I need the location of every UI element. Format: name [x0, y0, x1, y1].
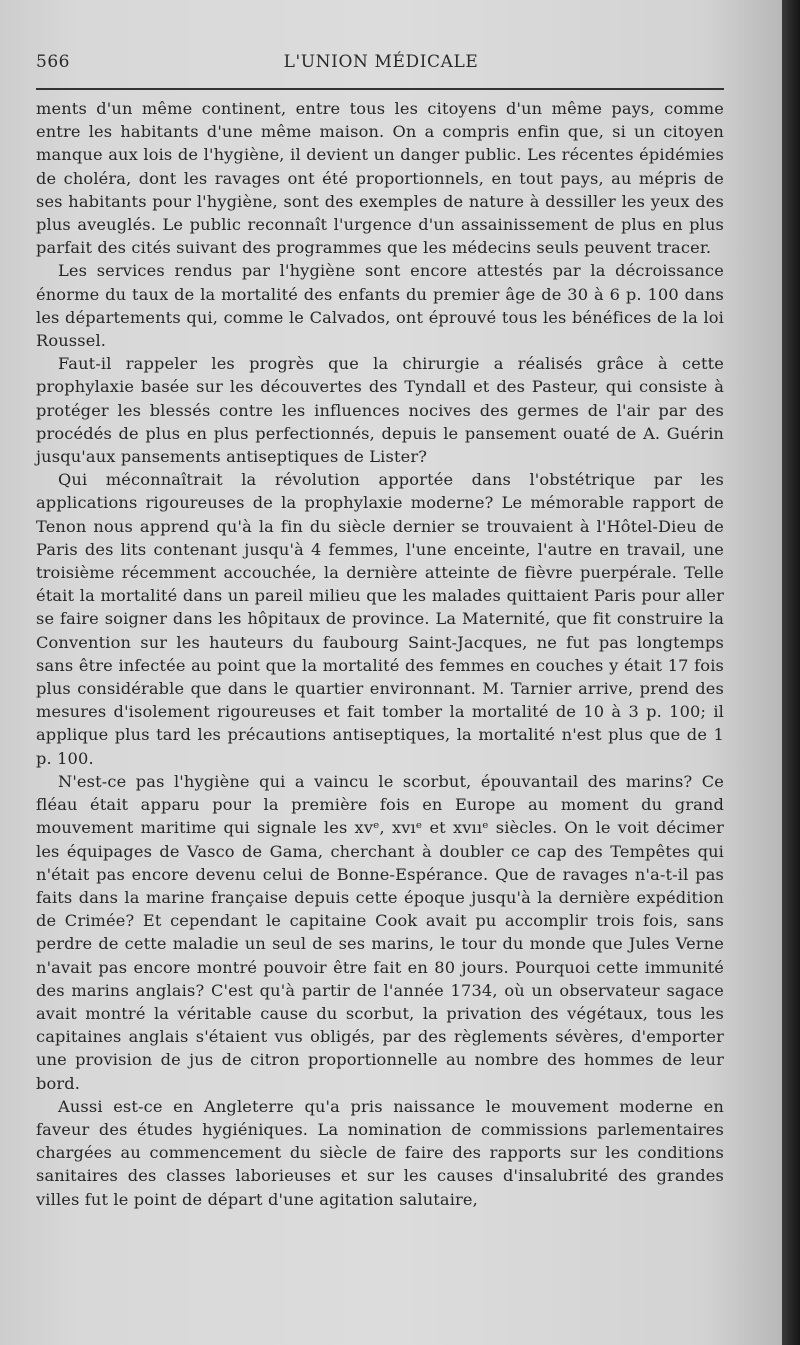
- page-number: 566: [36, 52, 70, 72]
- paragraph-5: N'est-ce pas l'hygiène qui a vaincu le scorbut, épouvantail des marins? Ce fléau était apparu pour la première fois en Europe au moment du grand mouvement maritime qui signale les xvᵉ, xvıᵉ et xvııᵉ siècles. On le voit décimer les équipages de Vasco de Gama, cherchant à doubler ce cap des Tempêtes qui n'était pas encore devenu celui de Bonne-Espérance. Que de ravages n'a-t-il pas faits dans la marine française depuis cette époque jusqu'à la dernière expédition de Crimée? Et cependant le capitaine Cook avait pu accomplir trois fois, sans perdre de cette maladie un seul de ses marins, le tour du monde que Jules Verne n'avait pas encore montré pouvoir être fait en 80 jours. Pourquoi cette immunité des marins anglais? C'est qu'à partir de l'année 1734, où un observateur sagace avait montré la véritable cause du scorbut, la privation des végétaux, tous les capitaines anglais s'étaient vus obligés, par des règlements sévères, d'emporter une provision de jus de citron proportionnelle au nombre des hommes de leur bord.: [36, 771, 724, 1093]
- page-edge-shadow: [782, 0, 800, 1345]
- header-rule: [36, 88, 724, 90]
- paragraph-2: Les services rendus par l'hygiène sont encore attestés par la décroissance énorme du taux de la mortalité des enfants du premier âge de 30 à 6 p. 100 dans les départements qui, comme le Calvados, ont éprouvé tous les bénéfices de la loi Roussel.: [36, 261, 724, 351]
- paragraph-6: Aussi est-ce en Angleterre qu'a pris naissance le mouvement moderne en faveur des études hygiéniques. La nomination de commissions parlementaires chargées au commencement du siècle de faire des rapports sur les conditions sanitaires des classes laborieuses et sur les causes d'insalubrité des grandes villes fut le point de départ d'une agitation salutaire,: [36, 1096, 724, 1209]
- body-text: [36, 97, 724, 1211]
- running-header: [36, 52, 726, 80]
- paragraph-3: Faut-il rappeler les progrès que la chirurgie a réalisés grâce à cette prophylaxie basée sur les découvertes des Tyndall et des Pasteur, qui consiste à protéger les blessés contre les influences nocives des germes de l'air par des procédés de plus en plus perfectionnés, depuis le pansement ouaté de A. Guérin jusqu'aux pansements antiseptiques de Lister?: [36, 354, 724, 467]
- journal-title: L'UNION MÉDICALE: [283, 52, 479, 72]
- paragraph-4: Qui méconnaîtrait la révolution apportée dans l'obstétrique par les applications rigoureuses de la prophylaxie moderne? Le mémorable rapport de Tenon nous apprend qu'à la fin du siècle dernier se trouvaient à l'Hôtel-Dieu de Paris des lits contenant jusqu'à 4 femmes, l'une enceinte, l'autre en travail, une troisième récemment accouchée, la dernière atteinte de fièvre puerpérale. Telle était la mortalité dans un pareil milieu que les malades quittaient Paris pour aller se faire soigner dans les hôpitaux de province. La Maternité, que fit construire la Convention sur les hauteurs du faubourg Saint-Jacques, ne fut pas longtemps sans être infectée au point que la mortalité des femmes en couches y était 17 fois plus considérable que dans le quartier environnant. M. Tarnier arrive, prend des mesures d'isolement rigoureuses et fait tomber la mortalité de 10 à 3 p. 100; il applique plus tard les précautions antiseptiques, la mortalité n'est plus que de 1 p. 100.: [36, 470, 724, 768]
- paragraph-1: ments d'un même continent, entre tous les citoyens d'un même pays, comme entre les habitants d'une même maison. On a compris enfin que, si un citoyen manque aux lois de l'hygiène, il devient un danger public. Les récentes épidémies de choléra, dont les ravages ont été proportionnels, en tout pays, au mépris de ses habitants pour l'hygiène, sont des exemples de nature à dessiller les yeux des plus aveuglés. Le public reconnaît l'urgence d'un assainissement de plus en plus parfait des cités suivant des programmes que les médecins seuls peuvent tracer.: [36, 99, 724, 258]
